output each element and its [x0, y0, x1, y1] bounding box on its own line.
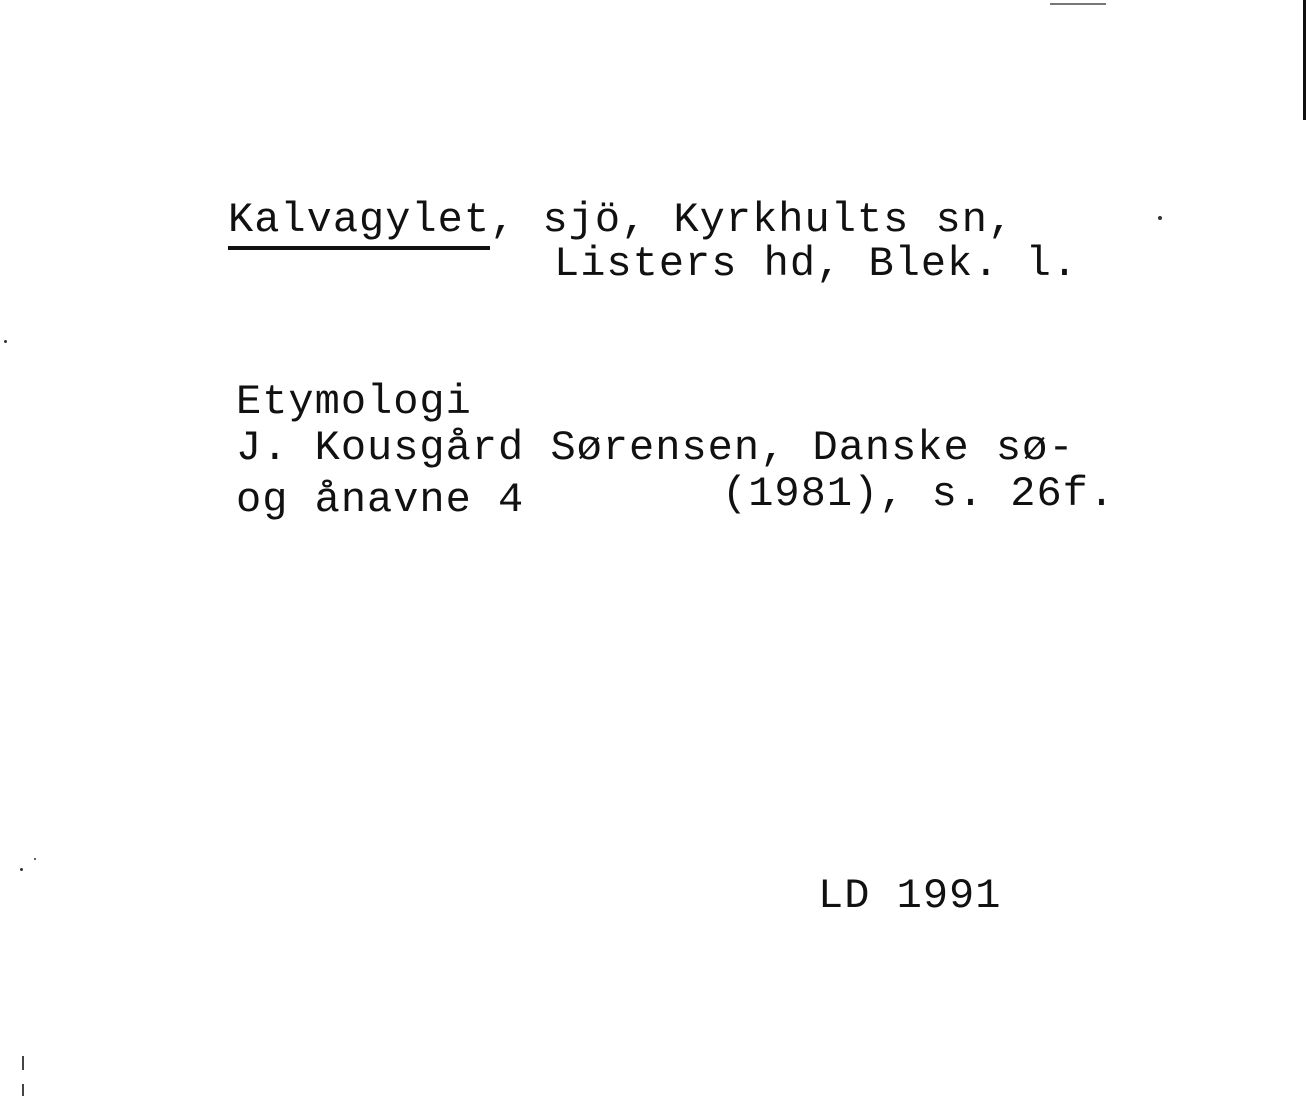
signature-date: LD 1991 [818, 872, 1002, 920]
edge-tick [22, 1056, 24, 1070]
edge-tick [22, 1084, 24, 1096]
etymology-heading: Etymologi [236, 378, 472, 426]
card-edge-line [1303, 0, 1306, 120]
ink-speck [1158, 216, 1162, 220]
top-edge-mark [1050, 3, 1106, 5]
etymology-reference-line-2: og ånavne 4 [236, 476, 525, 524]
ink-speck [34, 858, 36, 860]
entry-line-1 [228, 196, 1014, 244]
headword: Kalvagylet [228, 196, 490, 250]
ink-speck [20, 868, 23, 871]
etymology-reference-pages: (1981), s. 26f. [722, 470, 1116, 518]
entry-line-2: Listers hd, Blek. l. [554, 240, 1079, 288]
entry-location: , sjö, Kyrkhults sn, [490, 196, 1015, 244]
etymology-reference-line-1: J. Kousgård Sørensen, Danske sø- [236, 424, 1075, 472]
ink-speck [4, 340, 7, 343]
